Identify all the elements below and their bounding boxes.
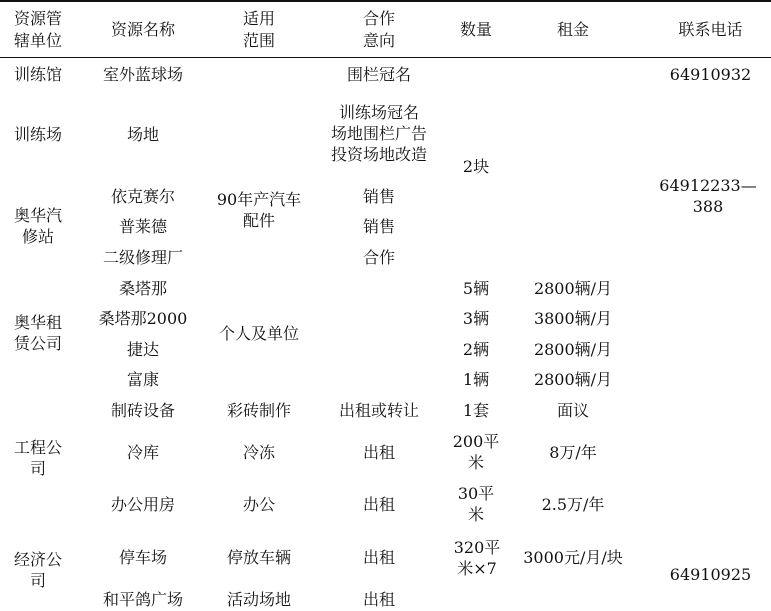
- resource-name: 办公用房: [110, 494, 175, 514]
- cooperation: 合作: [362, 247, 395, 267]
- resource-name: 室外蓝球场: [102, 64, 183, 84]
- rent: 面议: [556, 400, 589, 420]
- application-scope: 办公: [242, 494, 275, 514]
- cooperation: 出租: [362, 494, 395, 514]
- quantity: 5辆: [462, 278, 490, 298]
- application-scope: 活动场地: [226, 589, 291, 609]
- header-rent: 租金: [556, 20, 589, 39]
- resource-name: 普莱德: [118, 216, 167, 236]
- application-scope: 冷冻: [242, 442, 275, 462]
- header-scope: 适用 范围: [242, 9, 275, 50]
- application-scope: 停放车辆: [226, 547, 291, 567]
- header-name: 资源名称: [110, 20, 175, 39]
- contact-phone: 64910932: [669, 64, 752, 84]
- resource-name: 二级修理厂: [102, 247, 183, 267]
- quantity: 1辆: [462, 369, 490, 389]
- contact-phone: 64912233—388: [659, 176, 757, 216]
- quantity: 30平 米: [457, 484, 495, 524]
- quantity: 2辆: [462, 339, 490, 359]
- resource-name: 桑塔那2000: [98, 308, 188, 328]
- resource-name: 和平鸽广场: [102, 589, 183, 609]
- quantity: 320平 米×7: [453, 538, 501, 578]
- rent: 2.5万/年: [541, 494, 605, 514]
- group-auto-repair: 奥华汽 修站: [13, 206, 62, 246]
- header-coop: 合作 意向: [362, 9, 395, 50]
- quantity: 2块: [462, 156, 490, 176]
- rent: 2800辆/月: [533, 339, 613, 359]
- application-scope: 90年产汽车 配件: [216, 190, 302, 230]
- header-unit: 资源管 辖单位: [13, 9, 62, 50]
- resource-name: 制砖设备: [110, 400, 175, 420]
- group-rental: 奥华租 赁公司: [13, 313, 62, 353]
- cooperation: 围栏冠名: [346, 64, 411, 84]
- resource-name: 场地: [126, 124, 159, 144]
- quantity: 3辆: [462, 308, 490, 328]
- header-bottom-rule: [0, 57, 771, 58]
- resource-name: 桑塔那: [118, 278, 167, 298]
- group-training-field: 训练场: [13, 124, 62, 144]
- resource-name: 冷库: [126, 442, 159, 462]
- application-scope: 个人及单位: [218, 323, 299, 343]
- cooperation: 销售: [362, 186, 395, 206]
- contact-phone: 64910925: [669, 564, 752, 584]
- application-scope: 彩砖制作: [226, 400, 291, 420]
- resource-name: 依克赛尔: [110, 186, 175, 206]
- header-qty: 数量: [459, 20, 492, 39]
- rent: 2800辆/月: [533, 369, 613, 389]
- quantity: 1套: [462, 400, 490, 420]
- cooperation: 销售: [362, 216, 395, 236]
- rent: 3800辆/月: [533, 308, 613, 328]
- group-economic: 经济公 司: [13, 550, 62, 590]
- cooperation: 出租: [362, 547, 395, 567]
- table-top-rule: [0, 0, 771, 2]
- cooperation: 出租或转让: [338, 400, 419, 420]
- resource-name: 捷达: [126, 339, 159, 359]
- resource-name: 富康: [126, 369, 159, 389]
- cooperation: 训练场冠名 场地围栏广告 投资场地改造: [330, 102, 427, 164]
- rent: 3000元/月/块: [523, 547, 623, 567]
- rent: 2800辆/月: [533, 278, 613, 298]
- header-phone: 联系电话: [678, 20, 743, 39]
- cooperation: 出租: [362, 442, 395, 462]
- quantity: 200平 米: [452, 432, 500, 472]
- resource-name: 停车场: [118, 547, 167, 567]
- rent: 8万/年: [549, 442, 597, 462]
- cooperation: 出租: [362, 589, 395, 609]
- group-engineering: 工程公 司: [13, 438, 62, 478]
- group-training-hall: 训练馆: [13, 64, 62, 84]
